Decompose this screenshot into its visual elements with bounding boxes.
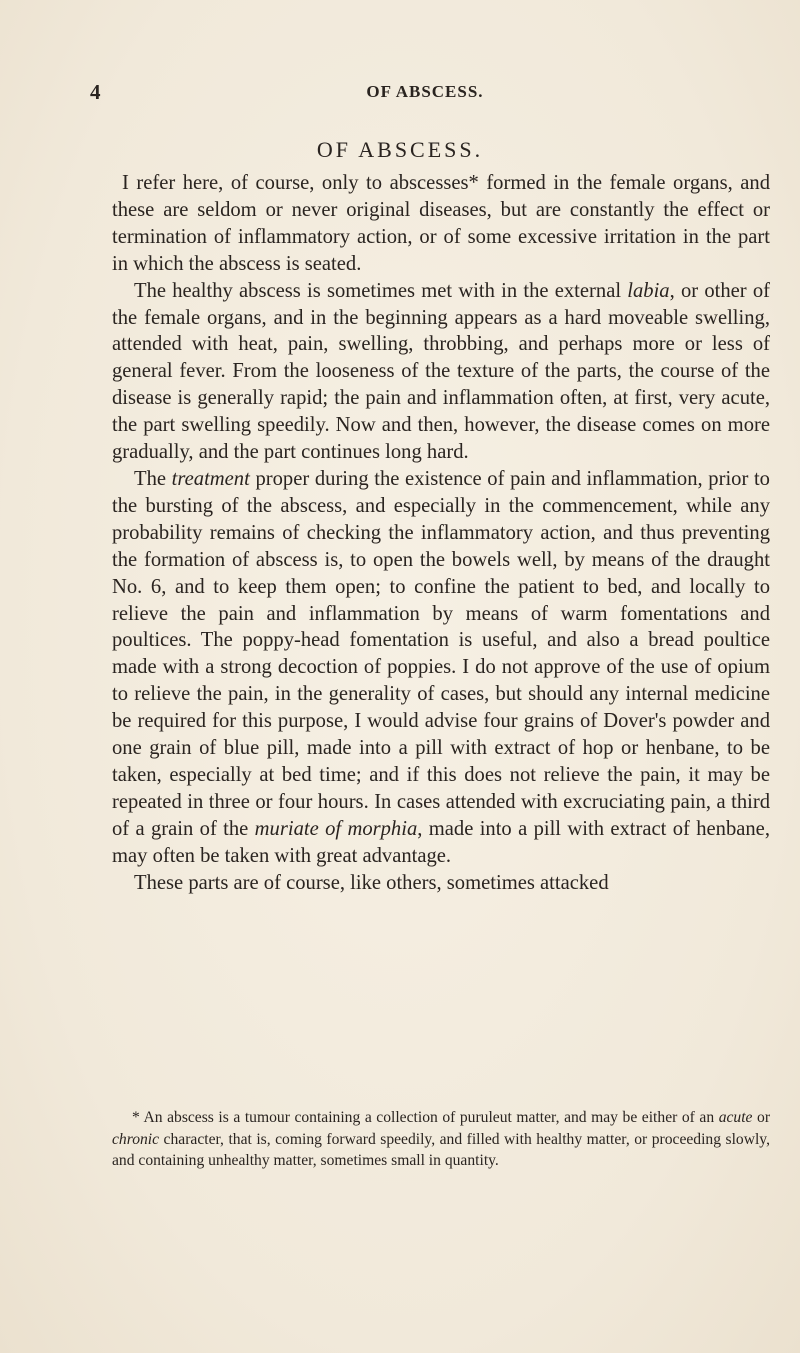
running-head — [90, 80, 760, 110]
paragraph-3-text-b: proper during the existence of pain and inflammation, prior to the bursting of the abscess, and especially in the commencement, while any probability remains of checking the inflammatory action, and thus preventing the formation of abscess is, to open the bowels well, by means of the draught No. 6, and to keep them open; to confine the patient to bed, and locally to relieve the pain and inflammation by means of warm fomentations and poultices. The poppy-head fomentation is useful, and also a bread poultice made with a strong decoction of poppies. I do not approve of the use of opium to relieve the pain, in the generality of cases, but should any internal medicine be required for this purpose, I would advise four grains of Dover's powder and one grain of blue pill, made into a pill with extract of hop or henbane, to be taken, especially at bed time; and if this does not relieve the pain, it may be repeated in three or four hours. In cases attended with excruciating pain, a third of a grain of the — [112, 467, 770, 840]
paragraph-1-text-b: formed in the female organs, and these are seldom or never original diseases, but are constantly the effect or termination of inflammatory action, or of some excessive irritation in the part in which the abscess is seated. — [112, 172, 770, 275]
paragraph-2-text-a: The healthy abscess is sometimes met with in the external — [134, 279, 628, 302]
footnote-italic-acute: acute — [718, 1109, 753, 1126]
body-text — [112, 170, 770, 896]
chapter-title: OF ABSCESS. — [316, 137, 484, 162]
footnote-text-c: character, that is, coming forward speedily, and filled with healthy matter, or proceeding slowly, and containing unhealthy matter, sometimes small in quantity. — [112, 1130, 770, 1170]
paragraph-3-italic-morphia: muriate of morphia — [254, 817, 418, 840]
paragraph-2-italic-labia: labia — [627, 279, 670, 302]
paragraph-4 — [112, 870, 770, 897]
footnote-text-a: * An abscess is a tumour containing a collection of puruleut matter, and may be either of an — [132, 1109, 719, 1126]
paragraph-3-italic-treatment: treatment — [171, 467, 250, 490]
running-title: OF ABSCESS. — [366, 82, 484, 101]
paragraph-3-text-a: The — [134, 467, 172, 490]
paragraph-3 — [112, 466, 770, 870]
footnote-text-b: or — [752, 1109, 771, 1126]
paragraph-1 — [112, 170, 770, 278]
paragraph-2-text-b: , or other of the female organs, and in the beginning appears as a hard moveable swelling, attended with heat, pain, swelling, throbbing, and perhaps more or less of general fever. From the looseness of the texture of the parts, the course of the disease is generally rapid; the pain and inflammation often, at first, very acute, the part swelling speedily. Now and then, however, the disease comes on more gradually, and the part continues long hard. — [112, 279, 770, 464]
paragraph-4-text-a: These parts are of course, like others, sometimes attacked — [134, 871, 609, 894]
footnote — [112, 1107, 770, 1172]
footnote-italic-chronic: chronic — [112, 1130, 160, 1148]
paragraph-2 — [112, 278, 770, 466]
paragraph-3-text-c: , made into a pill with extract of henbane, may often be taken with great advantage. — [112, 817, 770, 867]
paragraph-1-text-a: I refer here, of course, only to abscesses — [122, 172, 469, 194]
footnote-marker: * — [468, 172, 479, 194]
page-number: 4 — [90, 80, 101, 104]
